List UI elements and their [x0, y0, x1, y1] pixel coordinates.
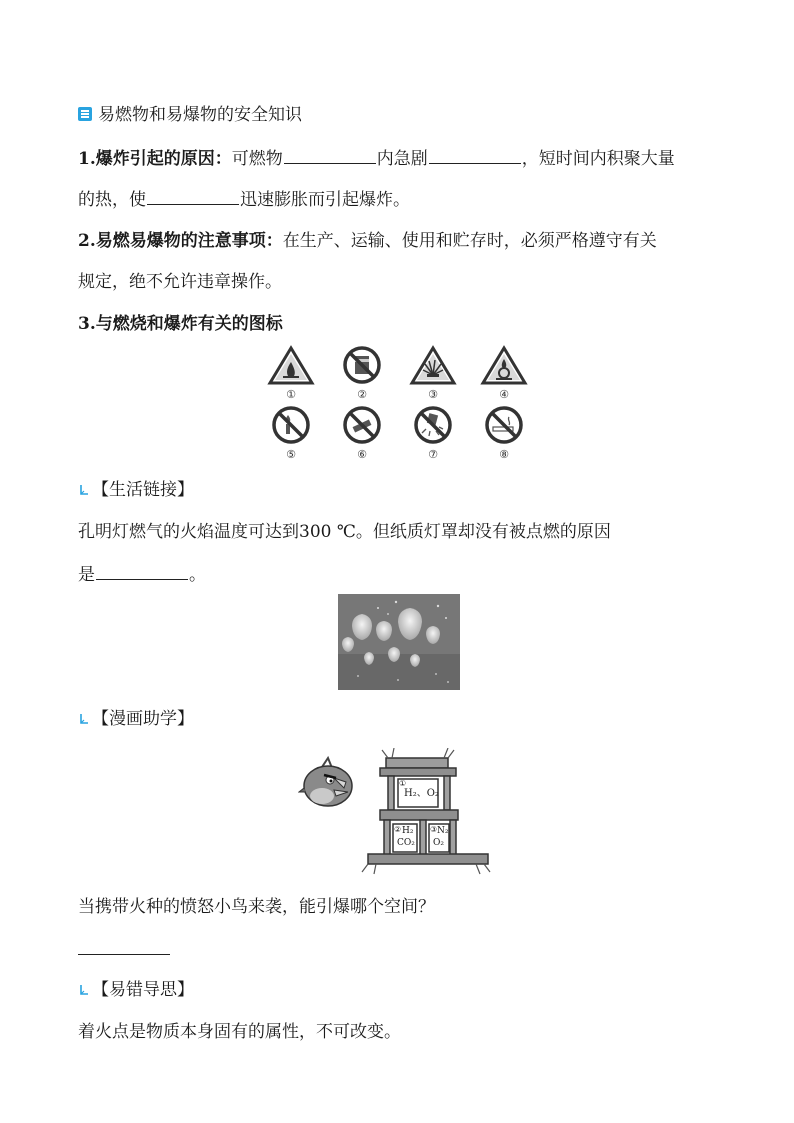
life-link-heading-line	[78, 479, 194, 501]
item2-line2	[78, 271, 282, 293]
comic-answer-line	[78, 938, 171, 961]
sign-number: ②	[357, 388, 367, 401]
answer-blank-2[interactable]	[429, 147, 521, 164]
item2-text: 在生产、运输、使用和贮存时，必须严格遵守有关	[282, 231, 657, 251]
answer-blank-4[interactable]	[96, 563, 188, 580]
mistake-text-line	[78, 1021, 401, 1043]
pencil-icon	[78, 483, 90, 497]
comic-question-line	[78, 896, 435, 918]
comic-heading-line	[78, 708, 194, 730]
box1-gases: H₂、O₂	[404, 788, 439, 799]
life-link-line1	[78, 521, 611, 543]
box3-gas-a: N₂	[437, 826, 449, 836]
life-link-heading: 【生活链接】	[92, 480, 194, 500]
item3-line	[78, 313, 283, 335]
mistake-heading: 【易错导思】	[92, 980, 194, 1000]
sign-number: ①	[286, 388, 296, 401]
section-header	[78, 104, 302, 126]
sign-number: ④	[499, 388, 509, 401]
life-link-text: 孔明灯燃气的火焰温度可达到300 ℃。但纸质灯罩却没有被点燃的原因	[78, 522, 611, 542]
box2-gas-a: H₂	[402, 826, 414, 836]
answer-blank-1[interactable]	[284, 147, 376, 164]
item1-text-c: ，短时间内积聚大量	[521, 149, 675, 169]
mistake-heading-line	[78, 979, 194, 1001]
life-link-line2	[78, 563, 206, 586]
life-link-line2-end: 。	[189, 565, 206, 585]
item1-line2	[78, 188, 410, 211]
sky-lanterns-photo	[338, 594, 460, 690]
sign-number: ⑧	[499, 448, 509, 461]
item1-label: 1.爆炸引起的原因：	[78, 149, 232, 169]
box1-number: ①	[399, 779, 407, 788]
life-link-line2: 是	[78, 565, 95, 585]
item1-text-b: 内急剧	[376, 149, 428, 169]
box2-gas-b: CO₂	[397, 838, 415, 848]
section-title: 易燃物和易爆物的安全知识	[98, 105, 302, 125]
box3-gas-b: O₂	[433, 838, 444, 848]
item2-line2: 规定，绝不允许违章操作。	[78, 272, 282, 292]
item1-line2-b: 迅速膨胀而引起爆炸。	[240, 190, 410, 210]
comic-question: 当携带火种的愤怒小鸟来袭，能引爆哪个空间？	[78, 897, 435, 917]
item2-line1	[78, 230, 657, 252]
item3-label: 3.与燃烧和爆炸有关的图标	[78, 314, 283, 334]
item1-line1	[78, 147, 675, 170]
pencil-icon	[78, 983, 90, 997]
box2-number: ②	[394, 825, 402, 834]
pencil-icon	[78, 712, 90, 726]
angry-bird-comic	[298, 748, 494, 876]
answer-blank-5[interactable]	[78, 938, 170, 955]
safety-signs-grid	[266, 345, 528, 463]
item2-label: 2.易燃易爆物的注意事项：	[78, 231, 283, 251]
box3-number: ③	[430, 825, 438, 834]
sign-number: ⑤	[286, 448, 296, 461]
angry-bird-illustration	[299, 758, 352, 806]
sign-number: ⑦	[428, 448, 438, 461]
mistake-text: 着火点是物质本身固有的属性，不可改变。	[78, 1022, 401, 1042]
sign-number: ③	[428, 388, 438, 401]
comic-heading: 【漫画助学】	[92, 709, 194, 729]
list-icon	[78, 107, 92, 121]
item1-text-a: 可燃物	[231, 149, 283, 169]
sign-number: ⑥	[357, 448, 367, 461]
item1-line2-a: 的热，使	[78, 190, 146, 210]
answer-blank-3[interactable]	[147, 188, 239, 205]
